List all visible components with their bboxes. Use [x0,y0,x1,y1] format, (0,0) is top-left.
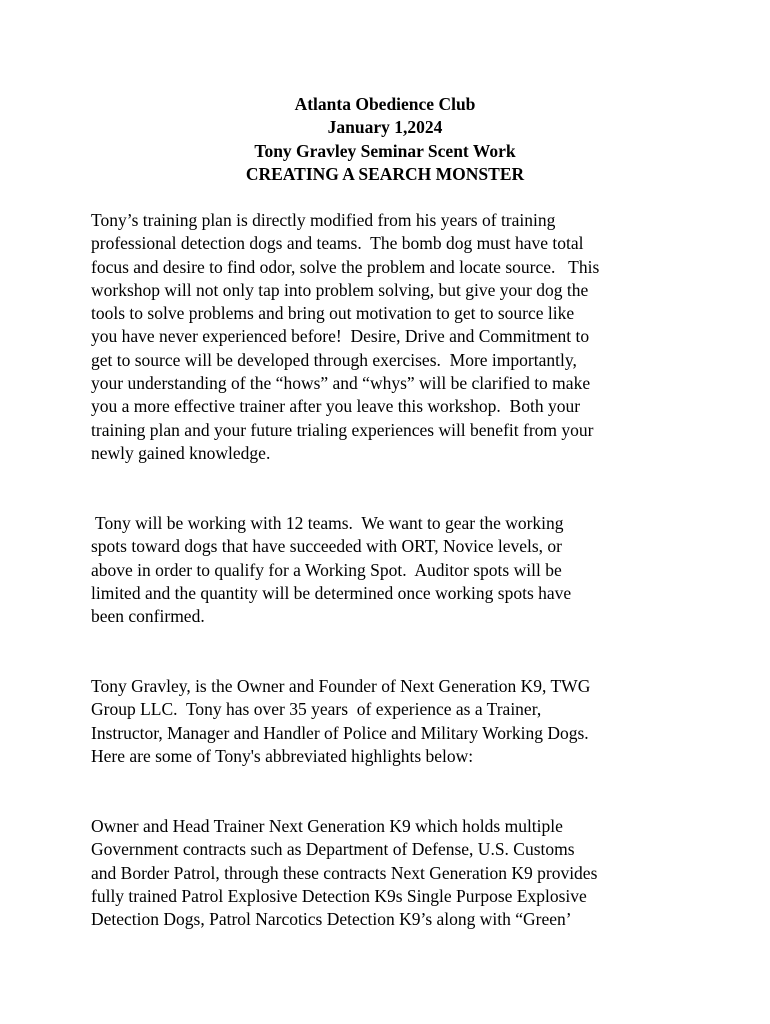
text-line: you have never experienced before! Desire, Drive and Commitment to [91,326,590,347]
text-line: newly gained knowledge. [91,442,271,463]
text-line: you a more effective trainer after you leave this workshop. Both your [91,396,581,417]
text-line: Tony Gravley, is the Owner and Founder of Next Generation K9, TWG [91,676,591,696]
document-header [0,93,770,186]
text-line: focus and desire to find odor, solve the problem and locate source. This [91,256,600,277]
text-line: fully trained Patrol Explosive Detection K9s Single Purpose Explosive [91,885,587,906]
text-line: Government contracts such as Department of Defense, U.S. Customs [91,839,575,860]
seminar-subtitle: CREATING A SEARCH MONSTER [245,163,525,184]
text-line: and Border Patrol, through these contracts Next Generation K9 provides [91,862,598,883]
text-line: tools to solve problems and bring out motivation to get to source like [91,303,575,324]
highlights-paragraph [91,815,691,931]
text-line: Owner and Head Trainer Next Generation K9 which holds multiple [91,816,563,836]
text-line: Here are some of Tony's abbreviated highlights below: [91,745,474,766]
text-line: professional detection dogs and teams. The bomb dog must have total [91,233,584,254]
text-line: your understanding of the “hows” and “whys” will be clarified to make [91,373,591,394]
text-line: limited and the quantity will be determined once working spots have [91,582,572,603]
text-line: Detection Dogs, Patrol Narcotics Detection K9’s along with “Green’ [91,909,572,930]
text-line: Tony will be working with 12 teams. We want to gear the working [91,513,564,533]
teams-paragraph [91,512,691,628]
text-line: training plan and your future trialing experiences will benefit from your [91,419,594,440]
club-name: Atlanta Obedience Club [294,94,476,114]
training-plan-paragraph [91,209,691,465]
text-line: above in order to qualify for a Working Spot. Auditor spots will be [91,559,562,580]
biography-paragraph [91,675,691,768]
seminar-title: Tony Gravley Seminar Scent Work [254,140,516,161]
text-line: Instructor, Manager and Handler of Police and Military Working Dogs. [91,722,589,743]
text-line: Group LLC. Tony has over 35 years of experience as a Trainer, [91,699,542,720]
text-line: get to source will be developed through exercises. More importantly, [91,349,577,370]
text-line: Tony’s training plan is directly modified from his years of training [91,210,556,230]
text-line: been confirmed. [91,606,205,627]
text-line: workshop will not only tap into problem solving, but give your dog the [91,279,589,300]
text-line: spots toward dogs that have succeeded with ORT, Novice levels, or [91,536,563,557]
event-date: January 1,2024 [327,117,443,138]
